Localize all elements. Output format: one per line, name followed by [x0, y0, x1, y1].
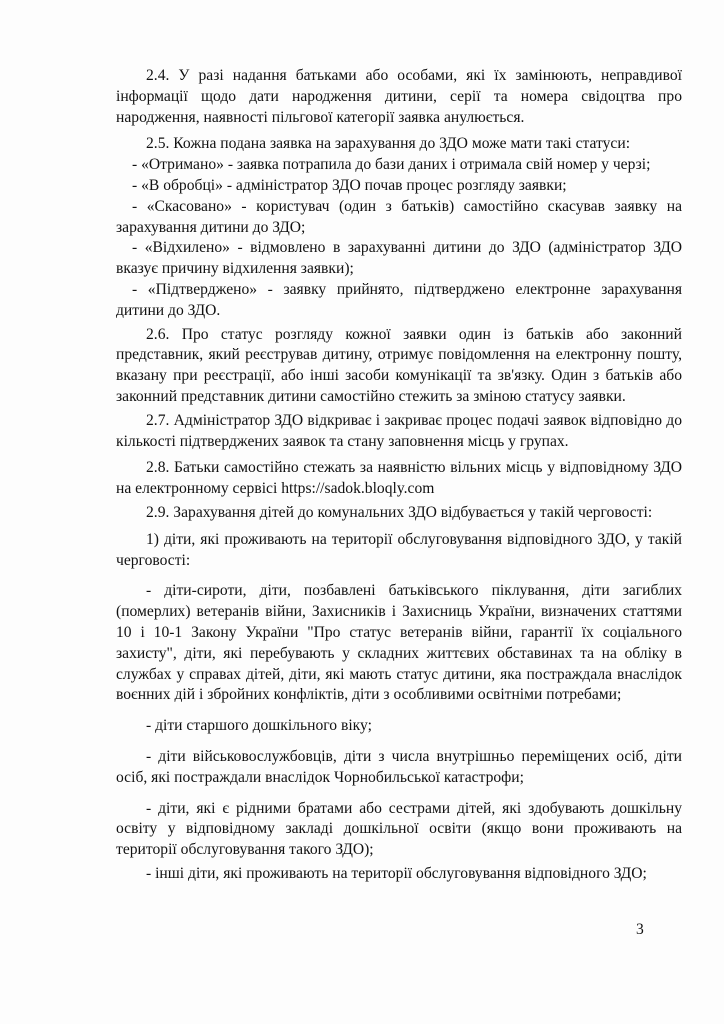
paragraph-2-7: 2.7. Адміністратор ЗДО відкриває і закриває процес подачі заявок відповідно до кількості підтверджених заявок та стану заповнення місць у групах. [116, 411, 682, 450]
priority-siblings: - діти, які є рідними братами або сестрами дітей, які здобувають дошкільну освіту у відповідному закладі дошкільної освіти (якщо вони проживають на території обслуговування такого ЗДО); [116, 799, 682, 859]
status-processing: - «В обробці» - адміністратор ЗДО почав процес розгляду заявки; [132, 176, 567, 194]
status-rejected: - «Відхилено» - відмовлено в зарахуванні дитини до ЗДО (адміністратор ЗДО вказує причину відхилення заявки); [116, 239, 682, 278]
priority-others: - інші діти, які проживають на території обслуговування відповідного ЗДО; [146, 864, 647, 882]
paragraph-2-6: 2.6. Про статус розгляду кожної заявки один із батьків або законний представник, який реєстрував дитину, отримує повідомлення на електронну пошту, вказану при реєстрації, або інші засоби комунікації та зв'язку. Один з батьків або законний представник дитини самостійно стежить за зміною статусу заявки. [116, 325, 682, 405]
status-cancelled: - «Скасовано» - користувач (один з батьків) самостійно скасував заявку на зарахування дитини до ЗДО; [116, 197, 682, 236]
status-received: - «Отримано» - заявка потрапила до бази даних і отримала свій номер у черзі; [132, 156, 651, 174]
priority-orphans: - діти-сироти, діти, позбавлені батьківського піклування, діти загиблих (померлих) ветеранів війни, Захисників і Захисниць України, визначених статтями 10 і 10-1 Закону України "Про статус ветеранів війни, гарантії їх соціального захисту", діти, які перебувають у складних життєвих обставинах та на обліку в службах у справах дітей, діти, які мають статус дитини, яка постраждала внаслідок воєнних дій і збройних конфліктів, діти з особливими освітніми потребами; [116, 582, 682, 704]
document-body [116, 66, 682, 885]
priority-preschool: - діти старшого дошкільного віку; [146, 717, 372, 735]
paragraph-2-9: 2.9. Зарахування дітей до комунальних ЗДО відбувається у такій черговості: [146, 503, 653, 521]
status-confirmed: - «Підтверджено» - заявку прийнято, підтверджено електронне зарахування дитини до ЗДО. [116, 280, 682, 319]
paragraph-2-8: 2.8. Батьки самостійно стежать за наявністю вільних місць у відповідному ЗДО на електронному сервісі https://sadok.bloqly.com [116, 459, 682, 498]
page-number: 3 [636, 921, 644, 938]
paragraph-2-5: 2.5. Кожна подана заявка на зарахування до ЗДО може мати такі статуси: [146, 135, 631, 153]
priority-group-1: 1) діти, які проживають на території обслуговування відповідного ЗДО, у такій черговості: [116, 530, 682, 569]
paragraph-2-4: 2.4. У разі надання батьками або особами, які їх замінюють, неправдивої інформації щодо дати народження дитини, серії та номера свідоцтва про народження, наявності пільгової категорії заявка анулюється. [116, 67, 682, 126]
priority-military: - діти військовослужбовців, діти з числа внутрішньо переміщених осіб, діти осіб, які постраждали внаслідок Чорнобильської катастрофи; [116, 747, 682, 786]
